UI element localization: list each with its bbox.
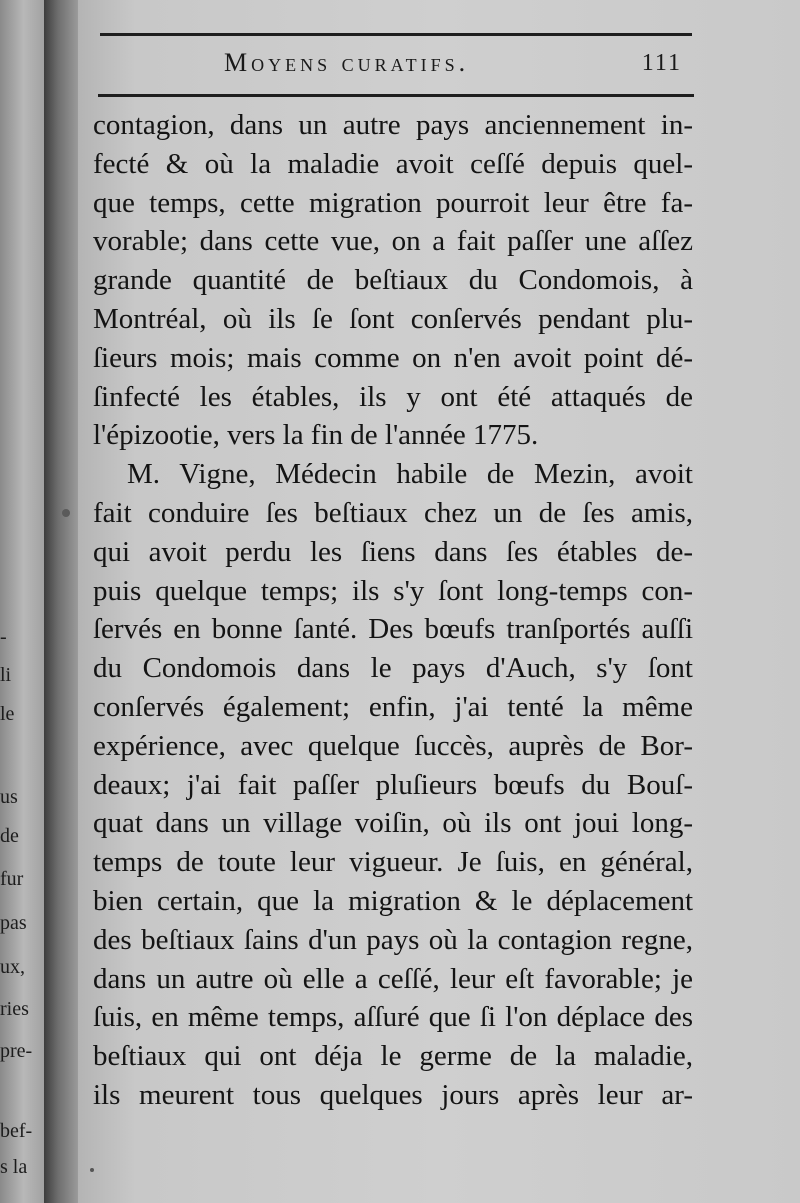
- running-title: Moyens curatifs.: [224, 48, 470, 77]
- text-line: expérience, avec quelque ſuccès, auprès de Bor-: [93, 729, 693, 762]
- left-fragment: us: [0, 786, 18, 808]
- text-line: ſervés en bonne ſanté. Des bœufs tranſportés auſſi: [93, 613, 693, 646]
- text-line: ſinfecté les étables, ils y ont été attaqués de: [93, 380, 693, 413]
- header-rule-bottom: [98, 94, 694, 97]
- left-fragment: pas: [0, 912, 27, 934]
- text-line: Montréal, où ils ſe ſont conſervés pendant plu-: [93, 302, 693, 335]
- text-line: des beſtiaux ſains d'un pays où la contagion regne,: [93, 923, 693, 956]
- text-line: du Condomois dans le pays d'Auch, s'y ſont: [93, 652, 693, 685]
- left-fragment: ux,: [0, 956, 25, 978]
- text-line: fait conduire ſes beſtiaux chez un de ſes amis,: [93, 496, 693, 529]
- header-rule-top: [100, 33, 692, 36]
- left-fragment: bef-: [0, 1120, 33, 1142]
- text-line: l'épizootie, vers la fin de l'année 1775.: [93, 419, 539, 452]
- text-line: beſtiaux qui ont déja le germe de la maladie,: [93, 1040, 693, 1073]
- page-number: 111: [641, 50, 682, 76]
- text-line: temps de toute leur vigueur. Je ſuis, en général,: [93, 846, 693, 879]
- text-line: fecté & où la maladie avoit ceſſé depuis quel-: [93, 147, 693, 180]
- text-line: dans un autre où elle a ceſſé, leur eſt favorable; je: [93, 962, 693, 995]
- text-line: qui avoit perdu les ſiens dans ſes étables de-: [93, 535, 693, 568]
- text-line: que temps, cette migration pourroit leur être fa-: [93, 186, 693, 219]
- text-line: vorable; dans cette vue, on a fait paſſer une aſſez: [93, 225, 693, 258]
- text-line: grande quantité de beſtiaux du Condomois, à: [93, 264, 693, 297]
- ink-speck: [90, 1168, 94, 1172]
- text-line: ſuis, en même temps, aſſuré que ſi l'on déplace des: [93, 1001, 693, 1034]
- left-fragment: li: [0, 664, 12, 686]
- text-line: ſieurs mois; mais comme on n'en avoit point dé-: [93, 341, 693, 374]
- left-fragment: s la: [0, 1156, 28, 1178]
- text-line: quat dans un village voiſin, où ils ont joui long-: [93, 807, 693, 840]
- body-text: [93, 106, 693, 1115]
- text-line: ils meurent tous quelques jours après leur ar-: [93, 1078, 693, 1111]
- text-line: contagion, dans un autre pays anciennement in-: [93, 109, 693, 141]
- text-line: bien certain, que la migration & le déplacement: [93, 884, 693, 917]
- left-fragment: de: [0, 825, 19, 847]
- text-line: M. Vigne, Médecin habile de Mezin, avoit: [127, 458, 693, 491]
- text-line: deaux; j'ai fait paſſer pluſieurs bœufs du Bouſ-: [93, 768, 693, 801]
- text-line: puis quelque temps; ils s'y ſont long-temps con-: [93, 574, 693, 607]
- left-fragment: -: [0, 626, 7, 648]
- running-head: [100, 44, 692, 84]
- ink-smudge: [62, 509, 70, 517]
- left-fragment: fur: [0, 868, 24, 890]
- left-fragment: pre-: [0, 1040, 33, 1062]
- left-fragment: ries: [0, 998, 29, 1020]
- left-fragment: le: [0, 703, 15, 725]
- text-line: conſervés également; enfin, j'ai tenté la même: [93, 690, 693, 723]
